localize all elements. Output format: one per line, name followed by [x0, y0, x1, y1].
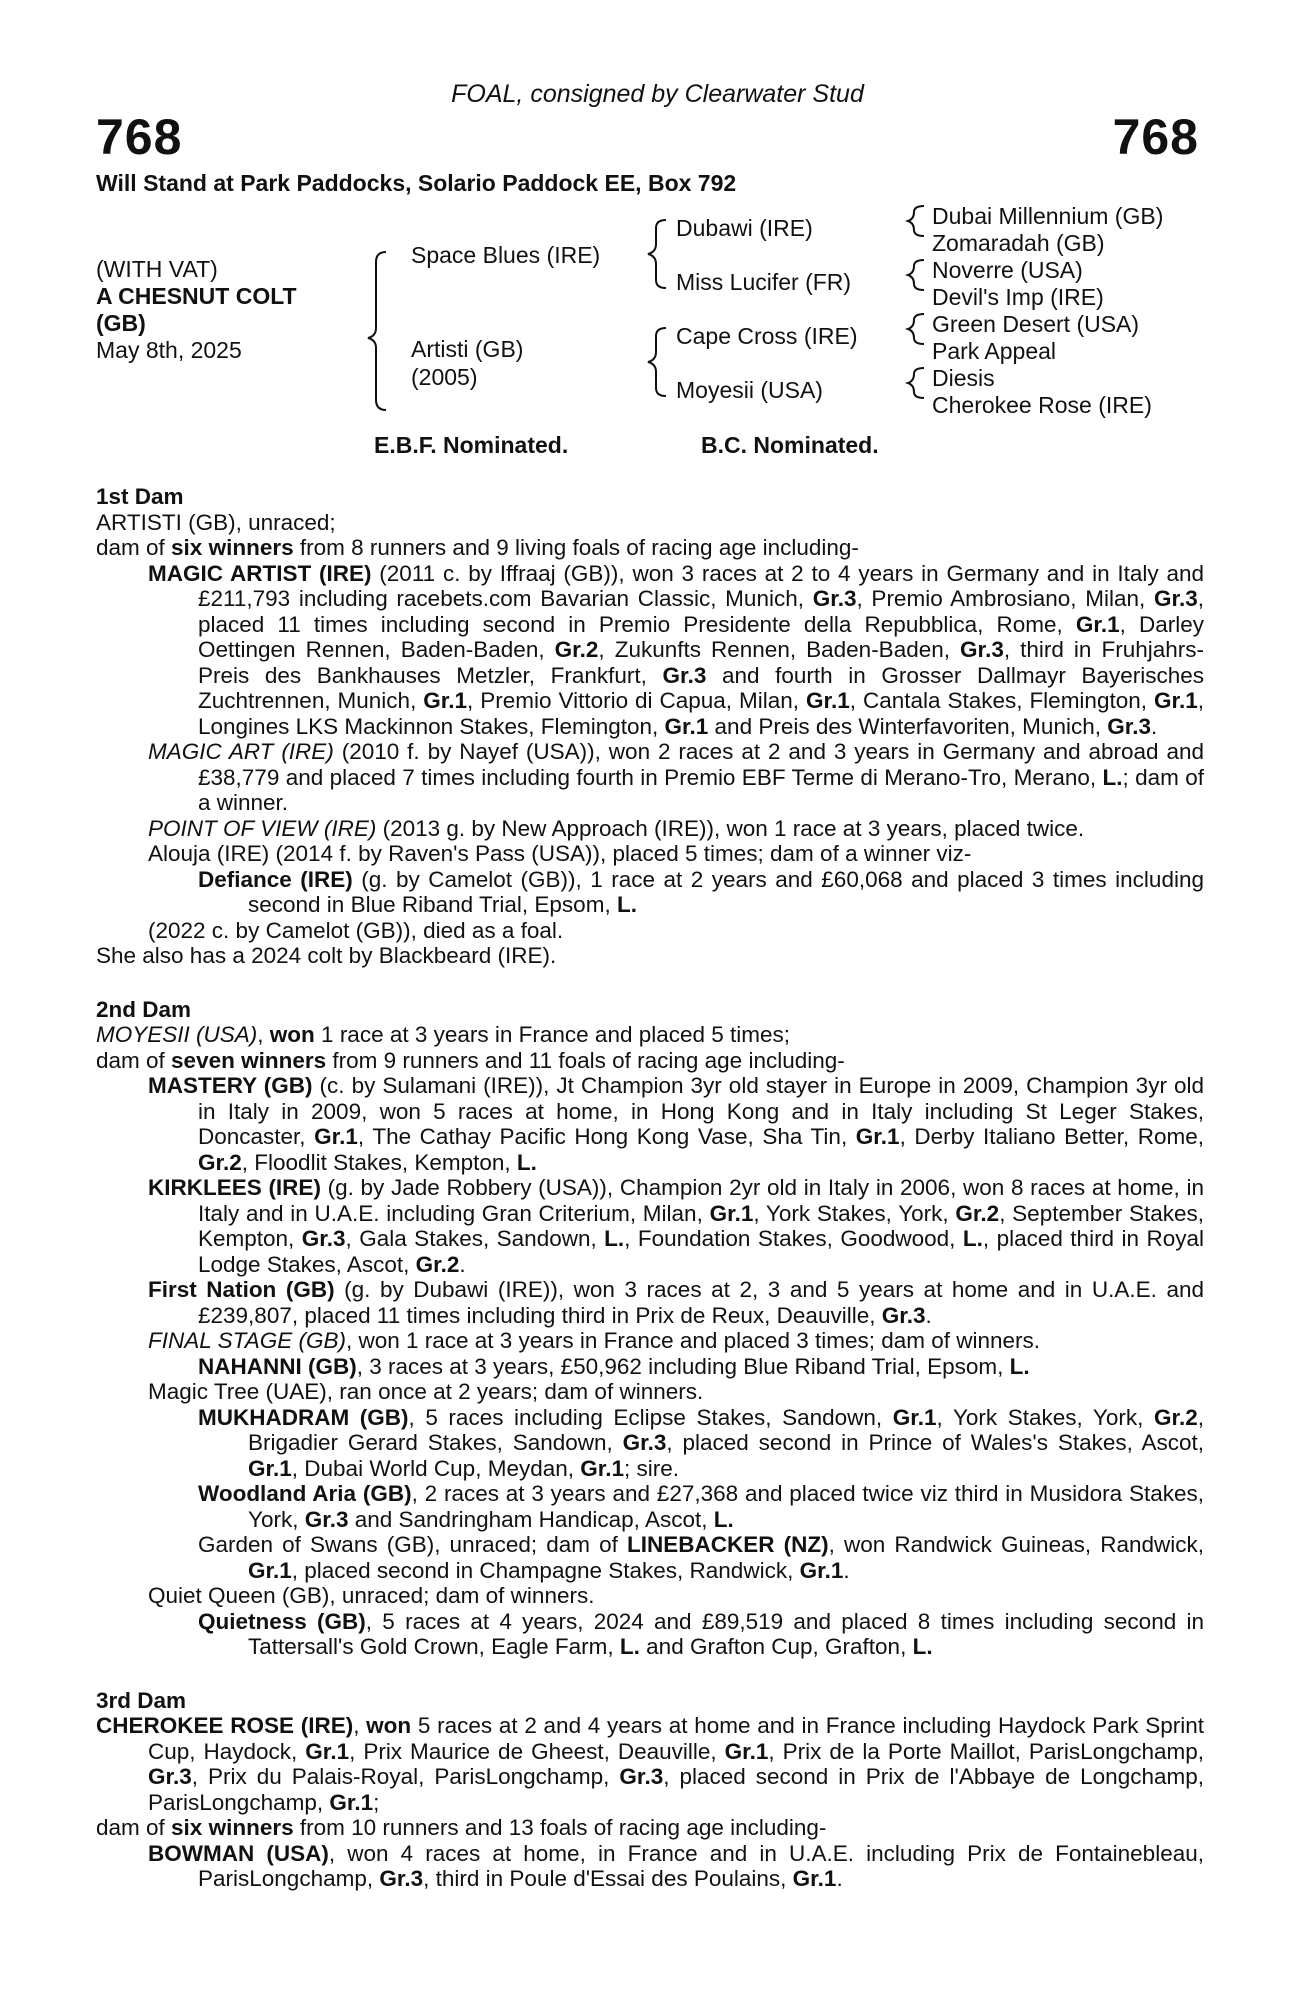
dam-dam: Moyesii (USA) — [676, 377, 823, 403]
produce-quiet-queen: Quiet Queen (GB), unraced; dam of winners. — [148, 1583, 595, 1608]
produce-2022: (2022 c. by Camelot (GB)), died as a foal. — [148, 917, 564, 943]
produce-quietness: Quietness (GB), 5 races at 4 years, 2024 and £89,519 and placed 8 times including second in Tattersall's Gold Crown, Eagle Farm, L. and Grafton Cup, Grafton, L. — [198, 1608, 1204, 1659]
produce-nahanni: NAHANNI (GB), 3 races at 3 years, £50,962 including Blue Riband Trial, Epsom, L. — [198, 1353, 1030, 1379]
bc-nomination: B.C. Nominated. — [701, 432, 879, 458]
produce-first-nation: First Nation (GB) (g. by Dubawi (IRE)), won 3 races at 2, 3 and 5 years at home and in U.A.E. and £239,807, placed 11 times including third in Prix de Reux, Deauville, Gr.3. — [148, 1277, 1204, 1328]
brace-g3 — [908, 314, 924, 344]
stand-location: Will Stand at Park Paddocks, Solario Paddock EE, Box 792 — [96, 170, 737, 196]
produce-magic-tree: Magic Tree (UAE), ran once at 2 years; dam of winners. — [148, 1379, 704, 1404]
brace-g4 — [908, 368, 924, 398]
gen3-1: Dubai Millennium (GB) — [932, 203, 1164, 229]
second-dam-record: dam of seven winners from 9 runners and 11 foals of racing age including- — [96, 1047, 845, 1073]
catalogue-body — [96, 484, 1204, 1892]
gen3-2: Zomaradah (GB) — [932, 230, 1105, 256]
gen3-7: Diesis — [932, 365, 995, 391]
produce-2024: She also has a 2024 colt by Blackbeard (IRE). — [96, 943, 557, 968]
dam-sire: Cape Cross (IRE) — [676, 323, 858, 349]
produce-alouja: Alouja (IRE) (2014 f. by Raven's Pass (USA)), placed 5 times; dam of a winner viz- — [148, 841, 972, 866]
produce-magic-art: MAGIC ART (IRE) (2010 f. by Nayef (USA)), won 2 races at 2 and 3 years in Germany and abroad and £38,779 and placed 7 times including fourth in Premio EBF Terme di Merano-Tro, Merano, L.; dam of a winner. — [148, 739, 1204, 815]
produce-mukhadram: MUKHADRAM (GB), 5 races including Eclipse Stakes, Sandown, Gr.1, York Stakes, York, Gr.2, Brigadier Gerard Stakes, Sandown, Gr.3, placed second in Prince of Wales's Stakes, Ascot, Gr.1, Dubai World Cup, Meydan, Gr.1; sire. — [198, 1404, 1204, 1481]
brace-sire — [648, 220, 666, 288]
brace-g1 — [908, 206, 924, 236]
gen3-6: Park Appeal — [932, 338, 1057, 364]
brace-g2 — [908, 260, 924, 290]
produce-kirklees: KIRKLEES (IRE) (g. by Jade Robbery (USA)), Champion 2yr old in Italy in 2006, won 8 races at home, in Italy and in U.A.E. including Gran Criterium, Milan, Gr.1, York Stakes, York, Gr.2, September Stakes, Kempton, Gr.3, Gala Stakes, Sandown, L., Foundation Stakes, Goodwood, L., placed third in Royal Lodge Stakes, Ascot, Gr.2. — [148, 1175, 1205, 1277]
vat-note: (WITH VAT) — [96, 256, 218, 282]
third-dam-intro: CHEROKEE ROSE (IRE), won 5 races at 2 and 4 years at home and in France including Haydock Park Sprint Cup, Haydock, Gr.1, Prix Maurice de Gheest, Deauville, Gr.1, Prix de la Porte Maillot, ParisLongchamp, Gr.3, Prix du Palais-Royal, ParisLongchamp, Gr.3, placed second in Prix de l'Abbaye de Longchamp, ParisLongchamp, Gr.1; — [96, 1713, 1204, 1815]
third-dam-heading: 3rd Dam — [96, 1687, 187, 1713]
sire-sire: Dubawi (IRE) — [676, 215, 813, 241]
dam: Artisti (GB) — [411, 336, 524, 362]
first-dam-heading: 1st Dam — [96, 484, 184, 509]
first-dam-record: dam of six winners from 8 runners and 9 living foals of racing age including- — [96, 535, 859, 560]
sire-dam: Miss Lucifer (FR) — [676, 269, 852, 295]
produce-bowman: BOWMAN (USA), won 4 races at home, in France and in U.A.E. including Prix de Fontainebleau, ParisLongchamp, Gr.3, third in Poule d'Essai des Poulains, Gr.1. — [148, 1840, 1204, 1891]
produce-point-of-view: POINT OF VIEW (IRE) (2013 g. by New Approach (IRE)), won 1 race at 3 years, placed twice. — [148, 815, 1085, 841]
subject-foaled: May 8th, 2025 — [96, 337, 242, 363]
second-dam-heading: 2nd Dam — [96, 996, 192, 1022]
gen3-3: Noverre (USA) — [932, 257, 1083, 283]
lot-number-left: 768 — [96, 109, 183, 165]
dam-year: (2005) — [411, 364, 478, 390]
gen3-4: Devil's Imp (IRE) — [932, 284, 1104, 310]
gen3-8: Cherokee Rose (IRE) — [932, 392, 1152, 418]
produce-mastery: MASTERY (GB) (c. by Sulamani (IRE)), Jt Champion 3yr old stayer in Europe in 2009, Champion 3yr old in Italy in 2009, won 5 races at home, in Hong Kong and in Italy including St Leger Stakes, Doncaster, Gr.1, The Cathay Pacific Hong Kong Vase, Sha Tin, Gr.1, Derby Italiano Better, Rome, Gr.2, Floodlit Stakes, Kempton, L. — [148, 1073, 1204, 1175]
brace-dam — [648, 328, 666, 396]
second-dam-intro: MOYESII (USA), won 1 race at 3 years in France and placed 5 times; — [96, 1022, 791, 1047]
produce-magic-artist: MAGIC ARTIST (IRE) (2011 c. by Iffraaj (GB)), won 3 races at 2 to 4 years in Germany and in Italy and £211,793 including racebets.com Bavarian Classic, Munich, Gr.3, Premio Ambrosiano, Milan, Gr.3, placed 11 times including second in Premio Presidente della Repubblica, Rome, Gr.1, Darley Oettingen Rennen, Baden-Baden, Gr.2, Zukunfts Rennen, Baden-Baden, Gr.3, third in Fruhjahrs-Preis des Bankhauses Metzler, Frankfurt, Gr.3 and fourth in Grosser Dallmayr Bayerisches Zuchtrennen, Munich, Gr.1, Premio Vittorio di Capua, Milan, Gr.1, Cantala Stakes, Flemington, Gr.1, Longines LKS Mackinnon Stakes, Flemington, Gr.1 and Preis des Winterfavoriten, Munich, Gr.3. — [148, 560, 1205, 739]
sire: Space Blues (IRE) — [411, 242, 601, 268]
gen3-5: Green Desert (USA) — [932, 311, 1140, 337]
first-dam-intro: ARTISTI (GB), unraced; — [96, 509, 336, 535]
produce-defiance: Defiance (IRE) (g. by Camelot (GB)), 1 race at 2 years and £60,068 and placed 3 times including second in Blue Riband Trial, Epsom, L. — [198, 866, 1204, 917]
lot-number-right: 768 — [1112, 109, 1199, 165]
brace-main — [368, 252, 386, 410]
subject-name: A CHESNUT COLT — [96, 283, 297, 309]
produce-garden-of-swans: Garden of Swans (GB), unraced; dam of LINEBACKER (NZ), won Randwick Guineas, Randwick, Gr.1, placed second in Champagne Stakes, Randwick, Gr.1. — [198, 1532, 1204, 1583]
produce-final-stage: FINAL STAGE (GB), won 1 race at 3 years in France and placed 3 times; dam of winners. — [148, 1328, 1041, 1353]
ebf-nomination: E.B.F. Nominated. — [374, 432, 569, 458]
produce-woodland-aria: Woodland Aria (GB), 2 races at 3 years and £27,368 and placed twice viz third in Musidora Stakes, York, Gr.3 and Sandringham Handicap, Ascot, L. — [198, 1481, 1204, 1532]
pedigree-braces — [0, 0, 1315, 460]
subject-country: (GB) — [96, 310, 146, 336]
consignment-line: FOAL, consigned by Clearwater Stud — [451, 80, 864, 108]
third-dam-record: dam of six winners from 10 runners and 13 foals of racing age including- — [96, 1815, 827, 1840]
